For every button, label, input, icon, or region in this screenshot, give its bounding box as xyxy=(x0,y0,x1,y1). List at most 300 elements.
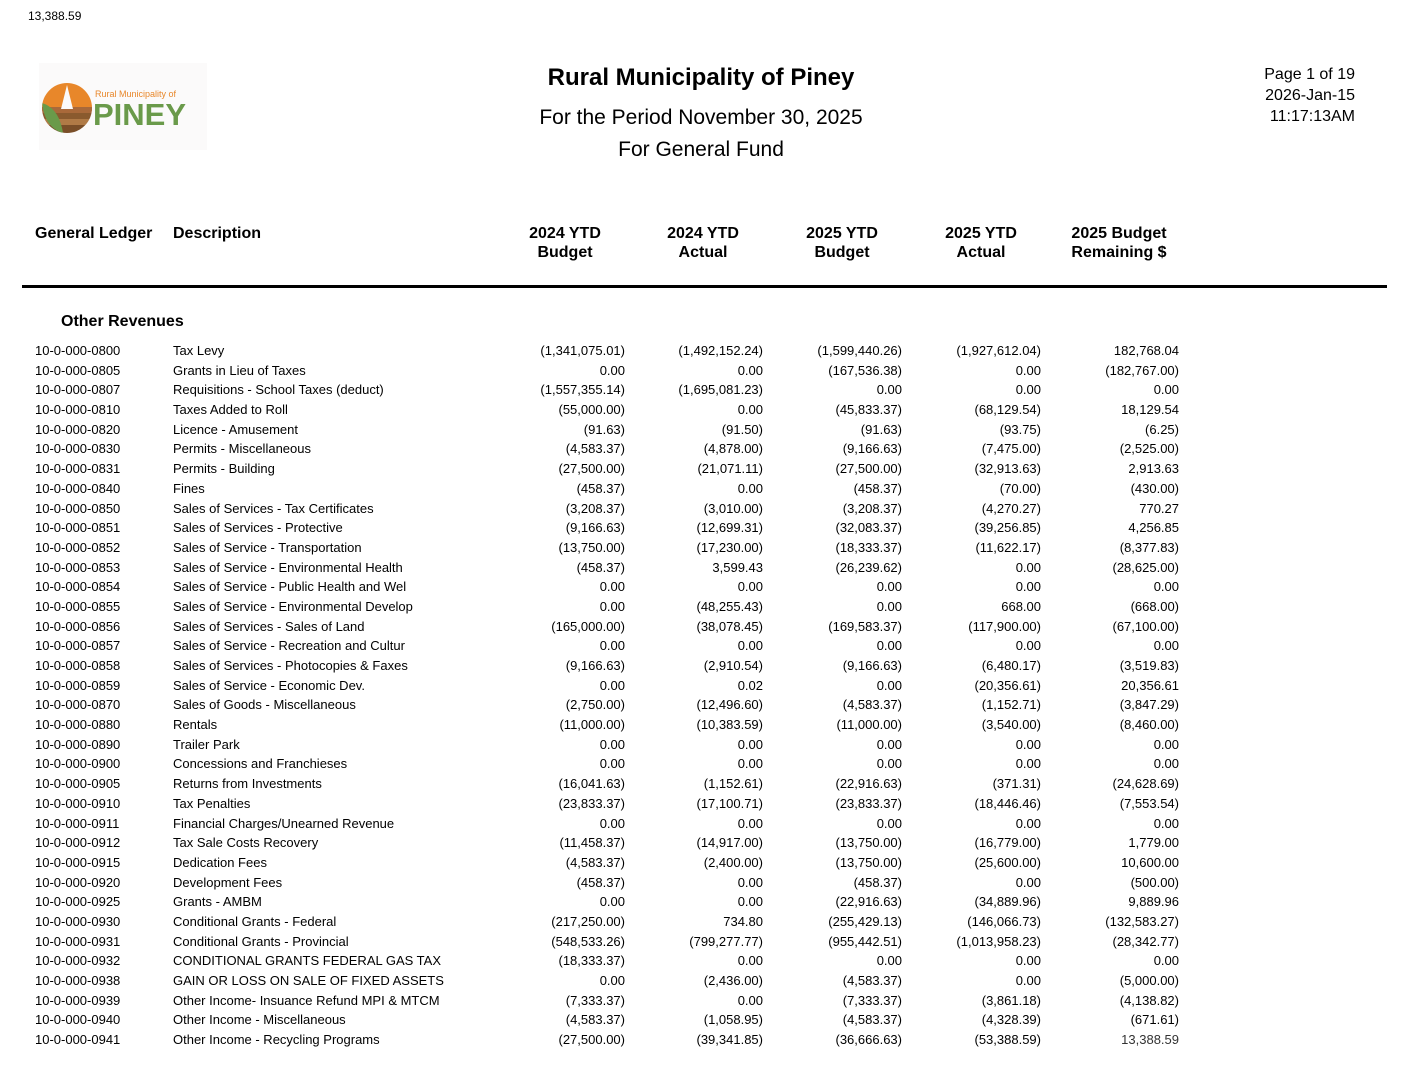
budget-2024: 0.00 xyxy=(599,894,625,910)
budget-2024: (3,208.37) xyxy=(565,500,625,516)
remaining-2025: 0.00 xyxy=(1153,382,1179,398)
actual-2025: 0.00 xyxy=(1015,362,1041,378)
actual-2024: 0.00 xyxy=(737,874,763,890)
budget-2024: (11,000.00) xyxy=(559,717,625,733)
remaining-2025: 0.00 xyxy=(1153,736,1179,752)
budget-2025: (32,083.37) xyxy=(835,520,902,536)
budget-2025: (18,333.37) xyxy=(835,539,902,555)
budget-2024: 0.00 xyxy=(599,362,625,378)
actual-2024: 3,599.43 xyxy=(712,559,763,575)
actual-2025: 0.00 xyxy=(1015,973,1041,988)
table-row xyxy=(0,380,1408,400)
actual-2024: 734.80 xyxy=(723,913,763,929)
header-divider xyxy=(22,285,1387,288)
description: Trailer Park xyxy=(173,736,240,752)
budget-2024: 0.00 xyxy=(599,598,625,614)
description: Sales of Service - Environmental Develop xyxy=(173,598,413,614)
description: Sales of Services - Protective xyxy=(173,520,343,536)
remaining-2025: (4,138.82) xyxy=(1119,992,1179,1008)
remaining-2025: (8,460.00) xyxy=(1119,717,1179,733)
actual-2025: 0.00 xyxy=(1015,638,1041,654)
actual-2025: (11,622.17) xyxy=(975,539,1041,555)
remaining-2025: (67,100.00) xyxy=(1112,618,1179,634)
gl-account: 10-0-000-0938 xyxy=(35,973,121,988)
gl-account: 10-0-000-0820 xyxy=(35,421,121,437)
remaining-2025: (6.25) xyxy=(1145,421,1179,437)
budget-2025: (7,333.37) xyxy=(842,992,902,1008)
report-time: 11:17:13AM xyxy=(1269,108,1355,125)
actual-2024: 0.00 xyxy=(737,402,763,418)
table-row xyxy=(0,538,1408,558)
description: Taxes Added to Roll xyxy=(173,402,288,418)
description: Fines xyxy=(173,480,205,496)
report-header xyxy=(400,62,1002,166)
remaining-2025: (24,628.69) xyxy=(1112,776,1179,792)
description: Sales of Service - Economic Dev. xyxy=(173,677,365,693)
table-row xyxy=(0,991,1408,1011)
gl-account: 10-0-000-0931 xyxy=(35,933,121,949)
table-row xyxy=(0,932,1408,952)
budget-2025: (1,599,440.26) xyxy=(817,343,902,358)
budget-2025: (3,208.37) xyxy=(842,500,902,516)
table-row xyxy=(0,341,1408,361)
actual-2024: (17,100.71) xyxy=(696,795,763,811)
actual-2024: (39,341.85) xyxy=(696,1032,763,1048)
gl-account: 10-0-000-0857 xyxy=(35,638,121,654)
remaining-2025: (132,583.27) xyxy=(1105,913,1179,929)
description: Permits - Building xyxy=(173,461,275,477)
header-general-ledger: General Ledger xyxy=(35,225,153,242)
actual-2024: (2,400.00) xyxy=(703,854,763,870)
budget-2024: (458.37) xyxy=(576,874,625,890)
budget-2025: (11,000.00) xyxy=(836,717,902,733)
budget-2025: 0.00 xyxy=(876,756,902,772)
budget-2024: (458.37) xyxy=(576,559,625,575)
table-row xyxy=(0,715,1408,735)
budget-2025: 0.00 xyxy=(876,579,902,595)
remaining-2025: 0.00 xyxy=(1153,756,1179,772)
gl-account: 10-0-000-0940 xyxy=(35,1012,121,1028)
actual-2025: 0.00 xyxy=(1015,953,1041,969)
gl-account: 10-0-000-0852 xyxy=(35,539,121,555)
gl-account: 10-0-000-0910 xyxy=(35,795,121,811)
description: Permits - Miscellaneous xyxy=(173,441,311,457)
gl-account: 10-0-000-0851 xyxy=(35,520,121,536)
actual-2025: (1,152.71) xyxy=(981,697,1041,713)
actual-2025: (117,900.00) xyxy=(968,618,1041,634)
table-row xyxy=(0,420,1408,440)
actual-2025: (70.00) xyxy=(999,480,1041,496)
budget-2025: 0.00 xyxy=(876,677,902,693)
budget-2024: 0.00 xyxy=(599,579,625,595)
budget-2024: 0.00 xyxy=(599,815,625,831)
actual-2025: (53,388.59) xyxy=(974,1032,1041,1048)
gl-account: 10-0-000-0890 xyxy=(35,736,121,752)
remaining-2025: (8,377.83) xyxy=(1119,539,1179,555)
table-row xyxy=(0,439,1408,459)
header-2024-ytd-budget: 2024 YTD Budget xyxy=(529,225,601,261)
header-2024-ytd-actual: 2024 YTD Actual xyxy=(667,225,739,261)
svg-text:PINEY: PINEY xyxy=(93,97,187,132)
actual-2024: (4,878.00) xyxy=(703,441,763,457)
actual-2024: (14,917.00) xyxy=(696,835,763,851)
description: Financial Charges/Unearned Revenue xyxy=(173,815,395,831)
gl-account: 10-0-000-0840 xyxy=(35,480,121,496)
gl-account: 10-0-000-0870 xyxy=(35,697,121,713)
piney-logo xyxy=(39,63,207,150)
budget-2024: (1,557,355.14) xyxy=(540,382,625,398)
header-2025-budget-remaining: 2025 Budget Remaining $ xyxy=(1071,225,1167,261)
budget-2025: 0.00 xyxy=(876,736,902,752)
gl-account: 10-0-000-0905 xyxy=(35,776,121,792)
gl-account: 10-0-000-0941 xyxy=(35,1032,121,1048)
budget-2025: (255,429.13) xyxy=(828,913,902,929)
budget-2024: (27,500.00) xyxy=(558,1032,625,1048)
actual-2025: (4,270.27) xyxy=(981,500,1041,516)
description: Sales of Service - Public Health and Wel xyxy=(173,579,407,595)
gl-account: 10-0-000-0807 xyxy=(35,382,121,398)
actual-2024: (38,078.45) xyxy=(696,618,763,634)
description: Tax Penalties xyxy=(173,795,251,811)
actual-2025: (18,446.46) xyxy=(974,795,1041,811)
budget-2025: 0.00 xyxy=(876,638,902,654)
budget-2025: (13,750.00) xyxy=(835,835,902,851)
actual-2025: 0.00 xyxy=(1015,874,1041,890)
budget-2025: (22,916.63) xyxy=(835,894,902,910)
actual-2024: 0.00 xyxy=(737,815,763,831)
remaining-2025: 10,600.00 xyxy=(1121,854,1179,870)
header-description: Description xyxy=(173,225,262,242)
description: Sales of Services - Tax Certificates xyxy=(173,500,374,516)
budget-2025: (458.37) xyxy=(853,480,902,496)
description: Conditional Grants - Federal xyxy=(173,913,337,929)
description: Licence - Amusement xyxy=(173,421,299,437)
description: Sales of Service - Recreation and Cultur xyxy=(173,638,405,654)
table-row xyxy=(0,479,1408,499)
actual-2024: 0.00 xyxy=(737,736,763,752)
report-fund: For General Fund xyxy=(618,138,784,161)
remaining-2025: 0.00 xyxy=(1153,579,1179,595)
budget-2024: (217,250.00) xyxy=(551,913,625,929)
remaining-2025: (5,000.00) xyxy=(1119,973,1179,988)
remaining-2025: (28,342.77) xyxy=(1112,933,1179,949)
gl-account: 10-0-000-0853 xyxy=(35,559,121,575)
description: Sales of Services - Photocopies & Faxes xyxy=(173,658,408,673)
budget-2024: (18,333.37) xyxy=(558,953,625,969)
ledger-table xyxy=(0,341,1408,1050)
budget-2024: (11,458.37) xyxy=(559,835,625,851)
budget-2025: 0.00 xyxy=(876,953,902,969)
budget-2025: (9,166.63) xyxy=(842,441,902,457)
table-row xyxy=(0,400,1408,420)
budget-2025: (13,750.00) xyxy=(835,854,902,870)
table-row xyxy=(0,912,1408,932)
remaining-2025: (430.00) xyxy=(1130,480,1179,496)
actual-2024: (799,277.77) xyxy=(689,933,763,949)
table-row xyxy=(0,873,1408,893)
report-title: Rural Municipality of Piney xyxy=(547,64,855,91)
actual-2025: 0.00 xyxy=(1015,559,1041,575)
actual-2024: (48,255.43) xyxy=(696,598,763,614)
budget-2024: (23,833.37) xyxy=(558,795,625,811)
table-row xyxy=(0,695,1408,715)
actual-2024: (12,496.60) xyxy=(696,697,763,713)
budget-2024: (91.63) xyxy=(583,421,625,437)
actual-2024: 0.00 xyxy=(737,953,763,969)
actual-2025: (93.75) xyxy=(999,421,1041,437)
budget-2024: (4,583.37) xyxy=(565,854,625,870)
description: Sales of Service - Transportation xyxy=(173,539,362,555)
budget-2025: (4,583.37) xyxy=(842,1012,902,1028)
actual-2024: (2,910.54) xyxy=(703,658,763,673)
actual-2024: 0.00 xyxy=(737,480,763,496)
table-row xyxy=(0,459,1408,479)
remaining-2025: (671.61) xyxy=(1130,1012,1179,1028)
table-row xyxy=(0,735,1408,755)
gl-account: 10-0-000-0930 xyxy=(35,913,121,929)
budget-2025: (955,442.51) xyxy=(828,933,902,949)
description: Other Income - Recycling Programs xyxy=(173,1032,380,1048)
corner-note: 13,388.59 xyxy=(28,9,82,23)
gl-account: 10-0-000-0859 xyxy=(35,677,121,693)
budget-2024: 0.00 xyxy=(599,756,625,772)
budget-2025: 0.00 xyxy=(876,815,902,831)
budget-2024: (548,533.26) xyxy=(551,933,625,949)
remaining-2025: 2,913.63 xyxy=(1128,461,1179,477)
section-title: Other Revenues xyxy=(61,313,184,330)
description: GAIN OR LOSS ON SALE OF FIXED ASSETS xyxy=(173,973,444,988)
svg-text:Rural Municipality of: Rural Municipality of xyxy=(95,89,177,99)
actual-2025: (1,927,612.04) xyxy=(956,343,1041,358)
piney-logo-icon xyxy=(39,63,207,150)
actual-2025: (16,779.00) xyxy=(974,835,1041,851)
actual-2024: (3,010.00) xyxy=(703,500,763,516)
gl-account: 10-0-000-0830 xyxy=(35,441,121,457)
actual-2024: 0.00 xyxy=(737,992,763,1008)
description: Tax Sale Costs Recovery xyxy=(173,835,319,851)
budget-2024: (27,500.00) xyxy=(558,461,625,477)
actual-2025: (7,475.00) xyxy=(981,441,1041,457)
budget-2024: (55,000.00) xyxy=(558,402,625,418)
actual-2025: 0.00 xyxy=(1015,736,1041,752)
actual-2024: 0.02 xyxy=(737,677,763,693)
actual-2024: (2,436.00) xyxy=(703,973,763,988)
actual-2025: (146,066.73) xyxy=(967,913,1041,929)
actual-2025: (6,480.17) xyxy=(981,658,1041,673)
budget-2025: (27,500.00) xyxy=(835,461,902,477)
table-row xyxy=(0,774,1408,794)
actual-2025: (3,540.00) xyxy=(981,717,1041,733)
gl-account: 10-0-000-0939 xyxy=(35,992,121,1008)
actual-2024: (1,695,081.23) xyxy=(678,382,763,398)
budget-2025: (23,833.37) xyxy=(835,795,902,811)
budget-2024: (9,166.63) xyxy=(565,520,625,536)
budget-2025: (91.63) xyxy=(860,421,902,437)
gl-account: 10-0-000-0880 xyxy=(35,717,121,733)
gl-account: 10-0-000-0800 xyxy=(35,343,121,358)
description: Dedication Fees xyxy=(173,854,267,870)
table-row xyxy=(0,617,1408,637)
description: Sales of Service - Environmental Health xyxy=(173,559,403,575)
remaining-2025: 9,889.96 xyxy=(1128,894,1179,910)
description: Sales of Goods - Miscellaneous xyxy=(173,697,356,713)
remaining-2025: (668.00) xyxy=(1130,598,1179,614)
actual-2024: (12,699.31) xyxy=(696,520,763,536)
budget-2024: (4,583.37) xyxy=(565,441,625,457)
budget-2024: 0.00 xyxy=(599,677,625,693)
gl-account: 10-0-000-0900 xyxy=(35,756,121,772)
actual-2024: (17,230.00) xyxy=(696,539,763,555)
remaining-2025: (500.00) xyxy=(1130,874,1179,890)
budget-2024: (4,583.37) xyxy=(565,1012,625,1028)
table-row xyxy=(0,656,1408,676)
description: Conditional Grants - Provincial xyxy=(173,933,349,949)
remaining-2025: (28,625.00) xyxy=(1112,559,1179,575)
remaining-2025: 0.00 xyxy=(1153,638,1179,654)
actual-2025: (68,129.54) xyxy=(974,402,1041,418)
actual-2024: 0.00 xyxy=(737,894,763,910)
column-headers xyxy=(0,224,1408,264)
budget-2025: (45,833.37) xyxy=(835,402,902,418)
budget-2025: (9,166.63) xyxy=(842,658,902,673)
report-meta xyxy=(1264,64,1355,127)
budget-2024: 0.00 xyxy=(599,736,625,752)
report-period: For the Period November 30, 2025 xyxy=(539,106,863,129)
report-date: 2026-Jan-15 xyxy=(1265,87,1355,104)
table-row xyxy=(0,558,1408,578)
gl-account: 10-0-000-0925 xyxy=(35,894,121,910)
table-row xyxy=(0,577,1408,597)
budget-2024: (165,000.00) xyxy=(551,618,625,634)
actual-2024: (91.50) xyxy=(721,421,763,437)
table-row xyxy=(0,1030,1408,1050)
actual-2025: (4,328.39) xyxy=(981,1012,1041,1028)
description: Development Fees xyxy=(173,874,283,890)
budget-2025: 0.00 xyxy=(876,382,902,398)
actual-2024: (1,152.61) xyxy=(703,776,763,792)
budget-2024: (13,750.00) xyxy=(558,539,625,555)
remaining-2025: 20,356.61 xyxy=(1121,677,1179,693)
remaining-2025: (182,767.00) xyxy=(1105,362,1179,378)
actual-2025: (32,913.63) xyxy=(974,461,1041,477)
description: Returns from Investments xyxy=(173,776,322,792)
budget-2025: (458.37) xyxy=(853,874,902,890)
table-row xyxy=(0,636,1408,656)
table-row xyxy=(0,1010,1408,1030)
actual-2025: (3,861.18) xyxy=(981,992,1041,1008)
remaining-2025: 770.27 xyxy=(1139,500,1179,516)
budget-2024: (9,166.63) xyxy=(565,658,625,673)
budget-2024: 0.00 xyxy=(599,638,625,654)
page-number: Page 1 of 19 xyxy=(1264,66,1355,83)
actual-2025: (34,889.96) xyxy=(974,894,1041,910)
gl-account: 10-0-000-0915 xyxy=(35,854,121,870)
actual-2024: 0.00 xyxy=(737,638,763,654)
actual-2025: 0.00 xyxy=(1015,382,1041,398)
budget-2025: (4,583.37) xyxy=(842,973,902,988)
description: Sales of Services - Sales of Land xyxy=(173,618,365,634)
table-row xyxy=(0,361,1408,381)
table-row xyxy=(0,814,1408,834)
actual-2025: (25,600.00) xyxy=(974,854,1041,870)
actual-2024: (1,492,152.24) xyxy=(678,343,763,358)
table-row xyxy=(0,794,1408,814)
actual-2025: (1,013,958.23) xyxy=(956,933,1041,949)
table-row xyxy=(0,892,1408,912)
actual-2024: (21,071.11) xyxy=(697,461,763,477)
gl-account: 10-0-000-0932 xyxy=(35,953,121,969)
remaining-2025: 1,779.00 xyxy=(1128,835,1179,851)
budget-2025: (169,583.37) xyxy=(828,618,902,634)
actual-2025: (371.31) xyxy=(992,776,1041,792)
gl-account: 10-0-000-0805 xyxy=(35,362,121,378)
gl-account: 10-0-000-0920 xyxy=(35,874,121,890)
actual-2024: 0.00 xyxy=(737,756,763,772)
budget-2025: (167,536.38) xyxy=(828,362,902,378)
description: Tax Levy xyxy=(173,343,225,358)
actual-2025: 0.00 xyxy=(1015,756,1041,772)
header-2025-ytd-budget: 2025 YTD Budget xyxy=(806,225,878,261)
actual-2024: 0.00 xyxy=(737,362,763,378)
actual-2025: (39,256.85) xyxy=(974,520,1041,536)
remaining-2025: (3,847.29) xyxy=(1119,697,1179,713)
remaining-2025: (7,553.54) xyxy=(1119,795,1179,811)
header-2025-ytd-actual: 2025 YTD Actual xyxy=(945,225,1017,261)
table-row xyxy=(0,833,1408,853)
remaining-2025: 0.00 xyxy=(1153,815,1179,831)
actual-2024: (1,058.95) xyxy=(703,1012,763,1028)
gl-account: 10-0-000-0858 xyxy=(35,658,121,673)
remaining-2025: 4,256.85 xyxy=(1128,520,1179,536)
budget-2025: (26,239.62) xyxy=(835,559,902,575)
budget-2024: 0.00 xyxy=(599,973,625,988)
budget-2025: 0.00 xyxy=(876,598,902,614)
table-row xyxy=(0,754,1408,774)
budget-2024: (16,041.63) xyxy=(558,776,625,792)
budget-2025: (4,583.37) xyxy=(842,697,902,713)
description: Other Income- Insuance Refund MPI & MTCM xyxy=(173,992,440,1008)
gl-account: 10-0-000-0831 xyxy=(35,461,121,477)
budget-2024: (7,333.37) xyxy=(565,992,625,1008)
budget-2024: (458.37) xyxy=(576,480,625,496)
description: CONDITIONAL GRANTS FEDERAL GAS TAX xyxy=(173,953,441,969)
remaining-2025: 182,768.04 xyxy=(1113,343,1179,358)
description: Other Income - Miscellaneous xyxy=(173,1012,346,1028)
table-row xyxy=(0,951,1408,971)
description: Requisitions - School Taxes (deduct) xyxy=(173,382,384,398)
actual-2025: 668.00 xyxy=(1001,598,1041,614)
table-row xyxy=(0,853,1408,873)
description: Grants in Lieu of Taxes xyxy=(173,362,306,378)
actual-2025: 0.00 xyxy=(1015,579,1041,595)
remaining-2025: 13,388.59 xyxy=(1121,1032,1179,1048)
gl-account: 10-0-000-0911 xyxy=(35,815,120,831)
actual-2024: (10,383.59) xyxy=(696,717,763,733)
budget-2025: (22,916.63) xyxy=(835,776,902,792)
actual-2025: 0.00 xyxy=(1015,815,1041,831)
description: Concessions and Franchieses xyxy=(173,756,348,772)
budget-2024: (1,341,075.01) xyxy=(540,343,625,358)
budget-2024: (2,750.00) xyxy=(565,697,625,713)
description: Grants - AMBM xyxy=(173,894,262,910)
actual-2025: (20,356.61) xyxy=(974,677,1041,693)
actual-2024: 0.00 xyxy=(737,579,763,595)
gl-account: 10-0-000-0856 xyxy=(35,618,121,634)
gl-account: 10-0-000-0912 xyxy=(35,835,121,851)
table-row xyxy=(0,499,1408,519)
remaining-2025: (3,519.83) xyxy=(1119,658,1179,673)
table-row xyxy=(0,676,1408,696)
